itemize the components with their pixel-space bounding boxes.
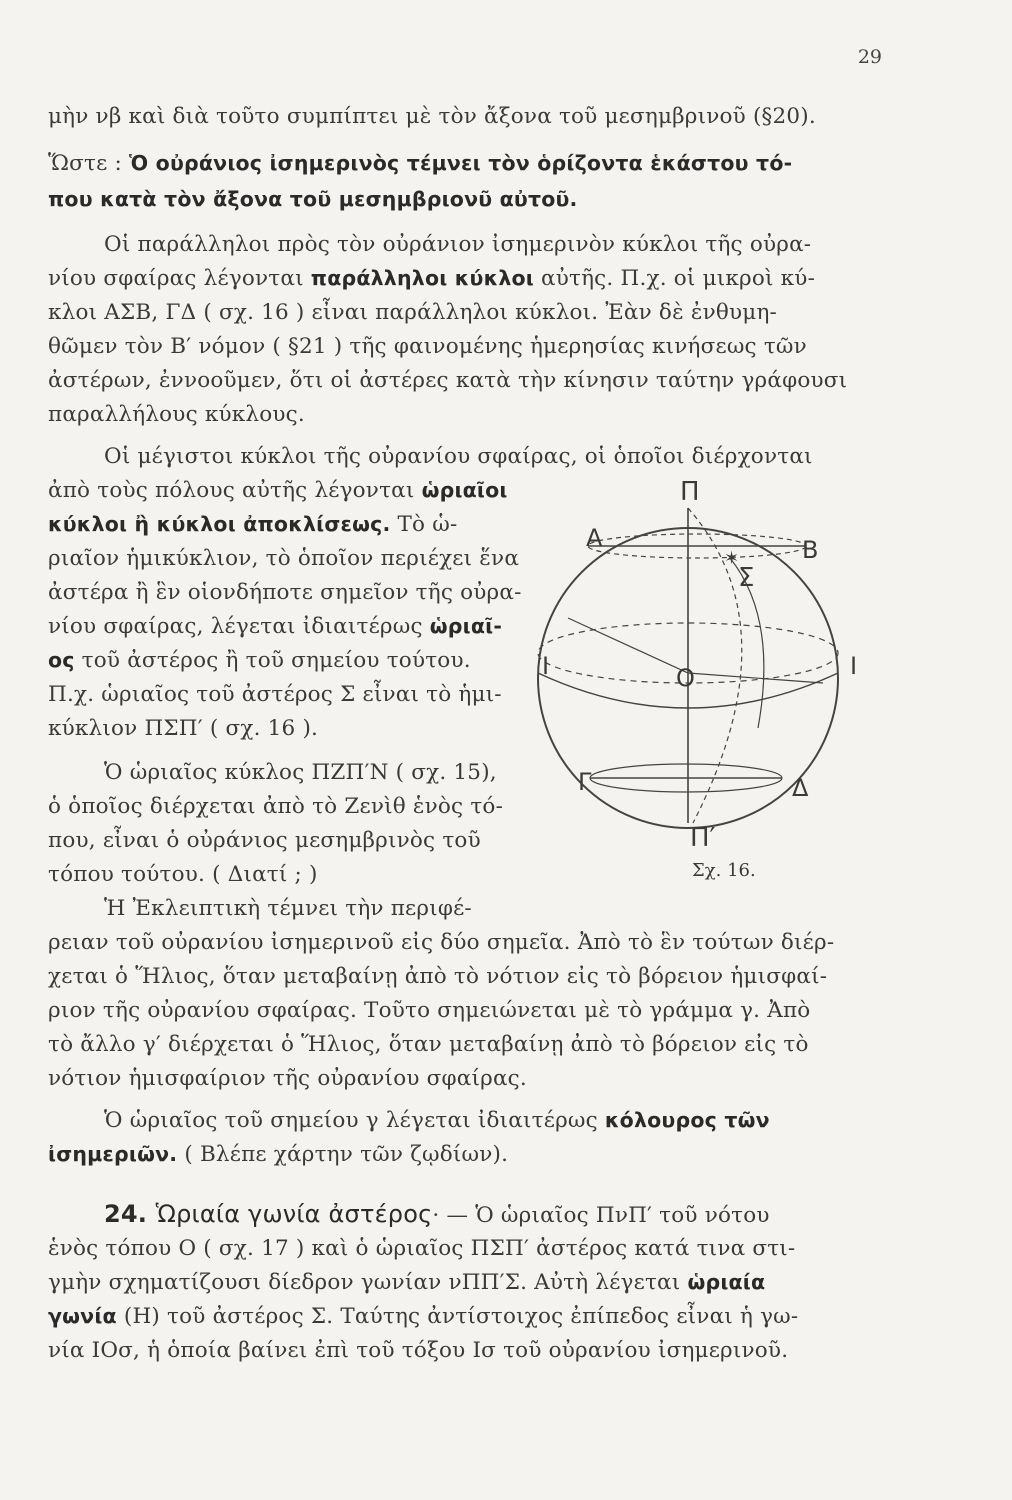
label-O: Ο [676, 664, 695, 692]
star-marker: ✶ [724, 548, 740, 569]
label-S: Σ [738, 563, 755, 593]
label-G: Γ [578, 768, 592, 796]
label-I-right: Ι [850, 652, 858, 680]
text-segment: αὐτῆς. Π.χ. οἱ μικροὶ κύ- [533, 266, 816, 291]
bold-term: Ὁ οὐράνιος ἰσημερινὸς τέμνει τὸν ὁρίζοντα ἑκάστου τό- [129, 151, 793, 175]
text-line [48, 644, 538, 677]
text-line [48, 147, 878, 180]
text-line [48, 1232, 878, 1265]
bold-term: ὡριαῖοι [421, 478, 508, 502]
label-I-left: Ι [542, 652, 550, 680]
text-line [104, 1104, 878, 1137]
bold-term: ος [48, 648, 75, 672]
text-segment: κύκλιον ΠΣΠ′ ( σχ. 16 ). [48, 716, 319, 741]
text-segment: Ὥστε : [48, 151, 129, 176]
text-segment: τὸ ἄλλο γ′ διέρχεται ὁ Ἥλιος, ὅταν μεταβαίνῃ ἀπὸ τὸ βόρειον εἰς τὸ [48, 1032, 809, 1057]
text-segment: ὁ ὁποῖος διέρχεται ἀπὸ τὸ Ζενὶθ ἑνὸς τό- [48, 794, 504, 819]
text-segment: ἀπὸ τοὺς πόλους αὐτῆς λέγονται [48, 478, 422, 503]
text-segment: ἑνὸς τόπου Ο ( σχ. 17 ) καὶ ὁ ὡριαῖος ΠΣΠ′ ἀστέρος κατά τινα στι- [48, 1236, 796, 1261]
text-line [104, 228, 878, 261]
label-P: Π [680, 477, 700, 507]
bold-term: ἰσημεριῶν. [48, 1142, 178, 1166]
figure-16-celestial-sphere [542, 477, 878, 898]
page-number: 29 [857, 46, 882, 68]
text-line [48, 678, 538, 711]
text-line [48, 398, 878, 431]
text-line [48, 296, 878, 329]
text-line [48, 364, 878, 397]
bold-term: κόλουρος τῶν [604, 1108, 770, 1132]
text-segment: ριαῖον ἡμικύκλιον, τὸ ὁποῖον περιέχει ἕνα [48, 546, 520, 571]
text-segment: που, εἶναι ὁ οὐράνιος μεσημβρινὸς τοῦ [48, 828, 481, 853]
section-heading: Ὡριαία γωνία ἀστέρος [155, 1200, 433, 1228]
text-line [48, 610, 538, 643]
bold-term: παράλληλοι κύκλοι [310, 266, 534, 290]
text-line [48, 474, 538, 507]
text-segment: Οἱ παράλληλοι πρὸς τὸν οὐράνιον ἰσημερινὸν κύκλοι τῆς οὐρα- [104, 232, 812, 257]
text-segment: τοῦ ἀστέρος ἢ τοῦ σημείου τούτου. [74, 648, 471, 673]
bold-term: που κατὰ τὸν ἄξονα τοῦ μεσημβριονῦ αὐτοῦ. [48, 187, 578, 211]
label-B: Β [802, 536, 819, 564]
text-segment: μὴν νβ καὶ διὰ τοῦτο συμπίπτει μὲ τὸν ἄξονα τοῦ μεσημβρινοῦ (§20). [48, 104, 816, 129]
text-line [48, 1062, 878, 1095]
label-A: Α [586, 524, 603, 552]
text-segment: · — Ὁ ὡριαῖος ΠνΠ′ τοῦ νότου [432, 1203, 770, 1228]
text-segment: ἀστέρα ἢ ἓν οἱονδήποτε σημεῖον τῆς οὐρα- [48, 580, 522, 605]
text-segment: νίου σφαίρας λέγονται [48, 266, 311, 291]
text-segment: ἀστέρων, ἐννοοῦμεν, ὅτι οἱ ἀστέρες κατὰ τὴν κίνησιν ταύτην γράφουσι [48, 368, 848, 393]
text-line [104, 1198, 878, 1232]
text-line [48, 262, 878, 295]
text-line [48, 508, 538, 541]
bold-term: ὡριαία [687, 1270, 766, 1294]
section-heading: 24. [104, 1200, 156, 1228]
text-segment: νία ΙΟσ, ἡ ὁποία βαίνει ἐπὶ τοῦ τόξου Ισ τοῦ οὐρανίου ἰσημερινοῦ. [48, 1338, 789, 1363]
text-segment: θῶμεν τὸν Β′ νόμον ( §21 ) τῆς φαινομένης ἡμερησίας κινήσεως τῶν [48, 334, 807, 359]
text-line [48, 926, 878, 959]
text-segment: ( Βλέπε χάρτην τῶν ζῳδίων). [177, 1142, 509, 1167]
text-line [48, 1266, 878, 1299]
text-line [48, 858, 538, 891]
text-line [48, 824, 538, 857]
text-segment: Τὸ ὡ- [390, 512, 458, 537]
bold-term: κύκλοι ἢ κύκλοι ἀποκλίσεως. [48, 512, 391, 536]
text-line [48, 576, 538, 609]
text-line [48, 712, 538, 745]
text-line [48, 994, 878, 1027]
text-line [48, 1300, 878, 1333]
text-segment: τόπου τούτου. ( Διατί ; ) [48, 862, 318, 887]
figure-caption: Σχ. 16. [692, 860, 756, 881]
text-line [48, 100, 878, 133]
text-segment: γμὴν σχηματίζουσι δίεδρον γωνίαν νΠΠ′Σ. Αὐτὴ λέγεται [48, 1270, 688, 1295]
label-D: Δ [792, 774, 809, 802]
text-line [48, 183, 878, 216]
celestial-sphere-diagram [542, 477, 878, 898]
text-line [104, 756, 594, 789]
text-line [104, 892, 594, 925]
text-line [48, 1334, 878, 1367]
bold-term: γωνία [48, 1304, 117, 1328]
text-segment: Ἡ Ἐκλειπτικὴ τέμνει τὴν περιφέ- [104, 896, 472, 921]
text-segment: (Η) τοῦ ἀστέρος Σ. Ταύτης ἀντίστοιχος ἐπίπεδος εἶναι ἡ γω- [116, 1304, 799, 1329]
text-line [48, 960, 878, 993]
text-segment: Ὁ ὡριαῖος κύκλος ΠΖΠ′Ν ( σχ. 15), [104, 760, 497, 785]
text-segment: νίου σφαίρας, λέγεται ἰδιαιτέρως [48, 614, 430, 639]
text-segment: Ὁ ὡριαῖος τοῦ σημείου γ λέγεται ἰδιαιτέρως [104, 1108, 605, 1133]
text-line [48, 1028, 878, 1061]
text-segment: ριον τῆς οὐρανίου σφαίρας. Τοῦτο σημειώνεται μὲ τὸ γράμμα γ. Ἀπὸ [48, 998, 811, 1023]
text-line [48, 1138, 878, 1171]
bold-term: ὡριαῖ- [429, 614, 503, 638]
text-segment: κλοι ΑΣΒ, ΓΔ ( σχ. 16 ) εἶναι παράλληλοι κύκλοι. Ἐὰν δὲ ἐνθυμη- [48, 300, 777, 325]
text-line [48, 790, 538, 823]
text-line [104, 440, 878, 473]
text-segment: ρειαν τοῦ οὐρανίου ἰσημερινοῦ εἰς δύο σημεῖα. Ἀπὸ τὸ ἓν τούτων διέρ- [48, 930, 835, 955]
text-segment: Οἱ μέγιστοι κύκλοι τῆς οὐρανίου σφαίρας, οἱ ὁποῖοι διέρχονται [104, 444, 813, 469]
text-segment: χεται ὁ Ἥλιος, ὅταν μεταβαίνῃ ἀπὸ τὸ νότιον εἰς τὸ βόρειον ἡμισφαί- [48, 964, 828, 989]
text-segment: Π.χ. ὡριαῖος τοῦ ἀστέρος Σ εἶναι τὸ ἡμι- [48, 682, 502, 707]
text-line [48, 542, 538, 575]
label-P-prime: Π′ [690, 823, 716, 853]
text-segment: νότιον ἡμισφαίριον τῆς οὐρανίου σφαίρας. [48, 1066, 527, 1091]
text-line [48, 330, 878, 363]
text-segment: παραλλήλους κύκλους. [48, 402, 305, 427]
